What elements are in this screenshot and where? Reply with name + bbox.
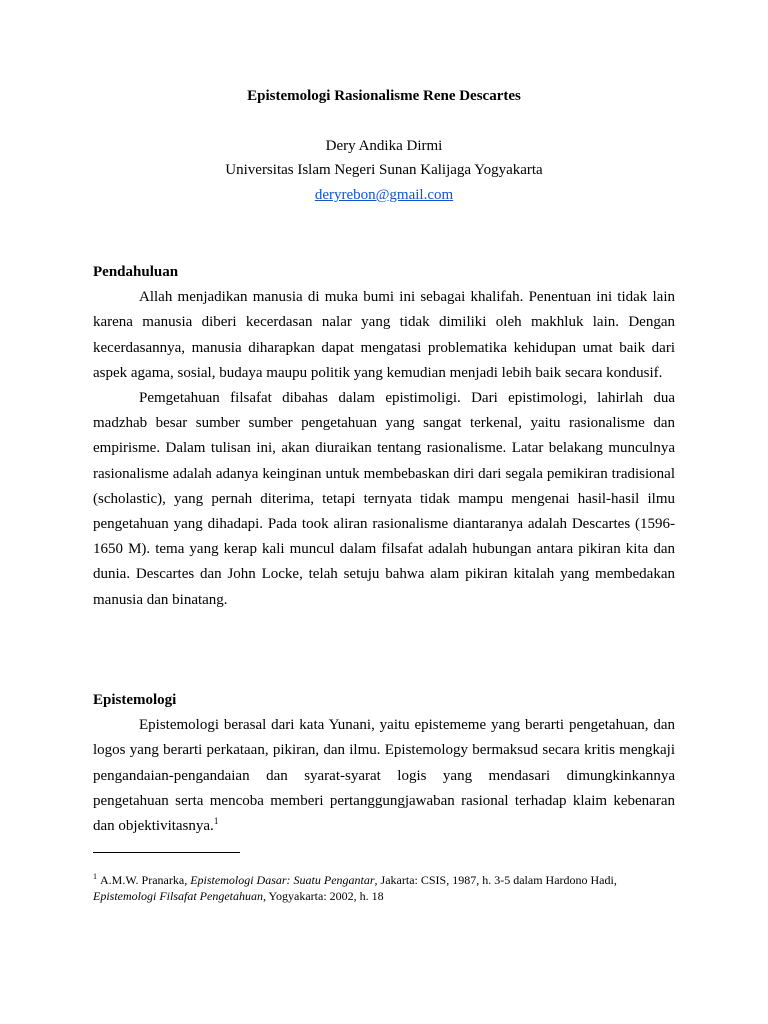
author-name: Dery Andika Dirmi xyxy=(325,138,443,154)
paragraph: Allah menjadikan manusia di muka bumi ini sebagai khalifah. Penentuan ini tidak lain karena manusia diberi kecerdasan nalar yang tidak dimiliki oleh makhluk lain. Dengan kecerdasannya, manusia diharapkan dapat mengatasi problematika kehidupan umat baik dari aspek agama, sosial, budaya maupu politik yang kemudian menjadi lebih baik secara kondusif. xyxy=(93,289,675,381)
section-heading-pendahuluan: Pendahuluan xyxy=(93,264,179,280)
author-email-line xyxy=(0,187,768,204)
footnote-book-title: Epistemologi Dasar: Suatu Pengantar xyxy=(190,873,375,887)
section-epistemologi xyxy=(93,688,675,839)
footnote-text: , Jakarta: CSIS, 1987, h. 3-5 dalam Hardono Hadi, xyxy=(374,873,617,887)
footnote-book-title: Epistemologi Filsafat Pengetahuan, xyxy=(93,889,266,903)
section-pendahuluan xyxy=(93,260,675,613)
paragraph-with-footnote xyxy=(93,713,675,839)
footnote-separator xyxy=(93,852,240,853)
footnote-reference[interactable]: 1 xyxy=(213,816,219,827)
author-email-link[interactable]: deryrebon@gmail.com xyxy=(314,187,454,203)
footnote-text: A.M.W. Pranarka, xyxy=(100,873,191,887)
footnote-number: 1 xyxy=(93,872,97,881)
document-title: Epistemologi Rasionalisme Rene Descartes xyxy=(247,88,521,104)
paragraph: Pemgetahuan filsafat dibahas dalam epistimoligi. Dari epistimologi, lahirlah dua madzhab besar sumber sumber pengetahuan yang sangat terkenal, yaitu rasionalisme dan empirisme. Dalam tulisan ini, akan diuraikan tentang rasionalisme. Latar belakang munculnya rasionalisme adalah adanya keinginan untuk membebaskan diri dari segala pemikiran tradisional (scholastic), yang pernah diterima, tetapi ternyata tidak mampu mengenai hasil-hasil ilmu pengetahuan yang dihadapi. Pada took aliran rasionalisme diantaranya adalah Descartes (1596-1650 M). tema yang kerap kali muncul dalam filsafat adalah hubungan antara pikiran kita dan dunia. Descartes dan John Locke, telah setuju bahwa alam pikiran kitalah yang membedakan manusia dan binatang. xyxy=(93,390,675,608)
footnote xyxy=(93,872,675,904)
author-affiliation: Universitas Islam Negeri Sunan Kalijaga Yogyakarta xyxy=(225,162,543,178)
paragraph-text: Epistemologi berasal dari kata Yunani, yaitu epistememe yang berarti pengetahuan, dan logos yang berarti perkataan, pikiran, dan ilmu. Epistemology bermaksud secara kritis mengkaji pengandaian-pengandaian dan syarat-syarat logis yang mendasari dimungkinkannya pengetahuan serta mencoba memberi pertanggungjawaban rasional terhadap klaim kebenaran dan objektivitasnya. xyxy=(93,717,675,835)
footnote-text: Yogyakarta: 2002, h. 18 xyxy=(265,889,384,903)
section-heading-epistemologi: Epistemologi xyxy=(93,692,177,708)
